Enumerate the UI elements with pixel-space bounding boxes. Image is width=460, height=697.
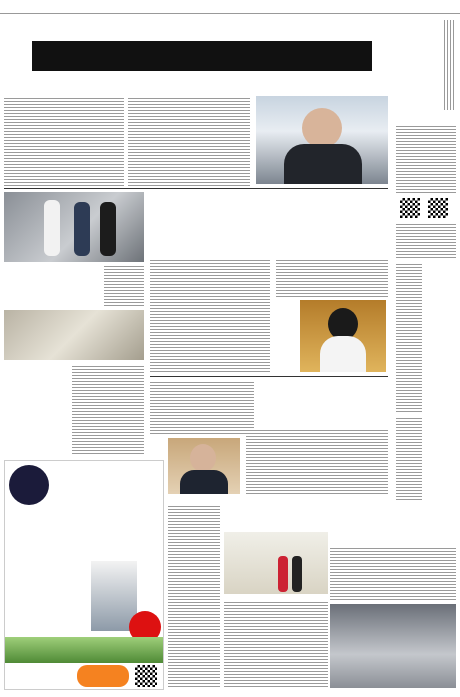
- official-body-text: [150, 258, 270, 374]
- arrest-photo: [4, 192, 144, 262]
- award-person: [292, 556, 302, 592]
- field-photo: [5, 637, 163, 663]
- award-person: [278, 556, 288, 592]
- exec-head: [190, 444, 216, 472]
- qr-code-icon[interactable]: [428, 198, 448, 218]
- masthead-contacts: [396, 222, 456, 258]
- subsidy-body-text: [396, 416, 422, 500]
- speaker-head: [302, 108, 342, 148]
- qr-code-icon[interactable]: [135, 665, 157, 687]
- evidence-photo: [4, 310, 144, 360]
- lead-photo: [256, 96, 388, 184]
- football-ad[interactable]: [4, 460, 164, 690]
- award-photo: [224, 532, 328, 594]
- mustipo-logo: [9, 465, 49, 505]
- lead-body-text: [4, 96, 124, 186]
- qr-code-icon[interactable]: [400, 198, 420, 218]
- subsidy-body-text: [396, 262, 422, 412]
- page-header-strip: [0, 0, 460, 14]
- lead-headline: [32, 41, 372, 71]
- exec-photo: [168, 438, 240, 494]
- exec-body-text: [150, 380, 254, 434]
- divider: [4, 188, 388, 189]
- exec-suit: [180, 470, 228, 494]
- forum-photo: [330, 604, 456, 688]
- exec-body-text: [246, 428, 388, 496]
- free-trial-button[interactable]: [77, 665, 129, 687]
- forum-body-text: [224, 600, 328, 688]
- masthead-info: [396, 124, 456, 194]
- speaker-suit: [284, 144, 362, 184]
- suspect-figure: [44, 200, 60, 256]
- lead-body-text: [128, 96, 250, 186]
- masthead-notes: [442, 20, 456, 110]
- forum-body-text: [168, 504, 220, 688]
- forum-body-text: [330, 546, 456, 600]
- spokesperson-body: [320, 336, 366, 372]
- officer-figure: [100, 202, 116, 256]
- crime-body-text: [72, 364, 144, 454]
- spokesperson-photo: [300, 300, 386, 372]
- divider: [150, 376, 388, 377]
- photo-caption: [104, 264, 144, 308]
- officer-figure: [74, 202, 90, 256]
- official-body-text: [276, 258, 388, 298]
